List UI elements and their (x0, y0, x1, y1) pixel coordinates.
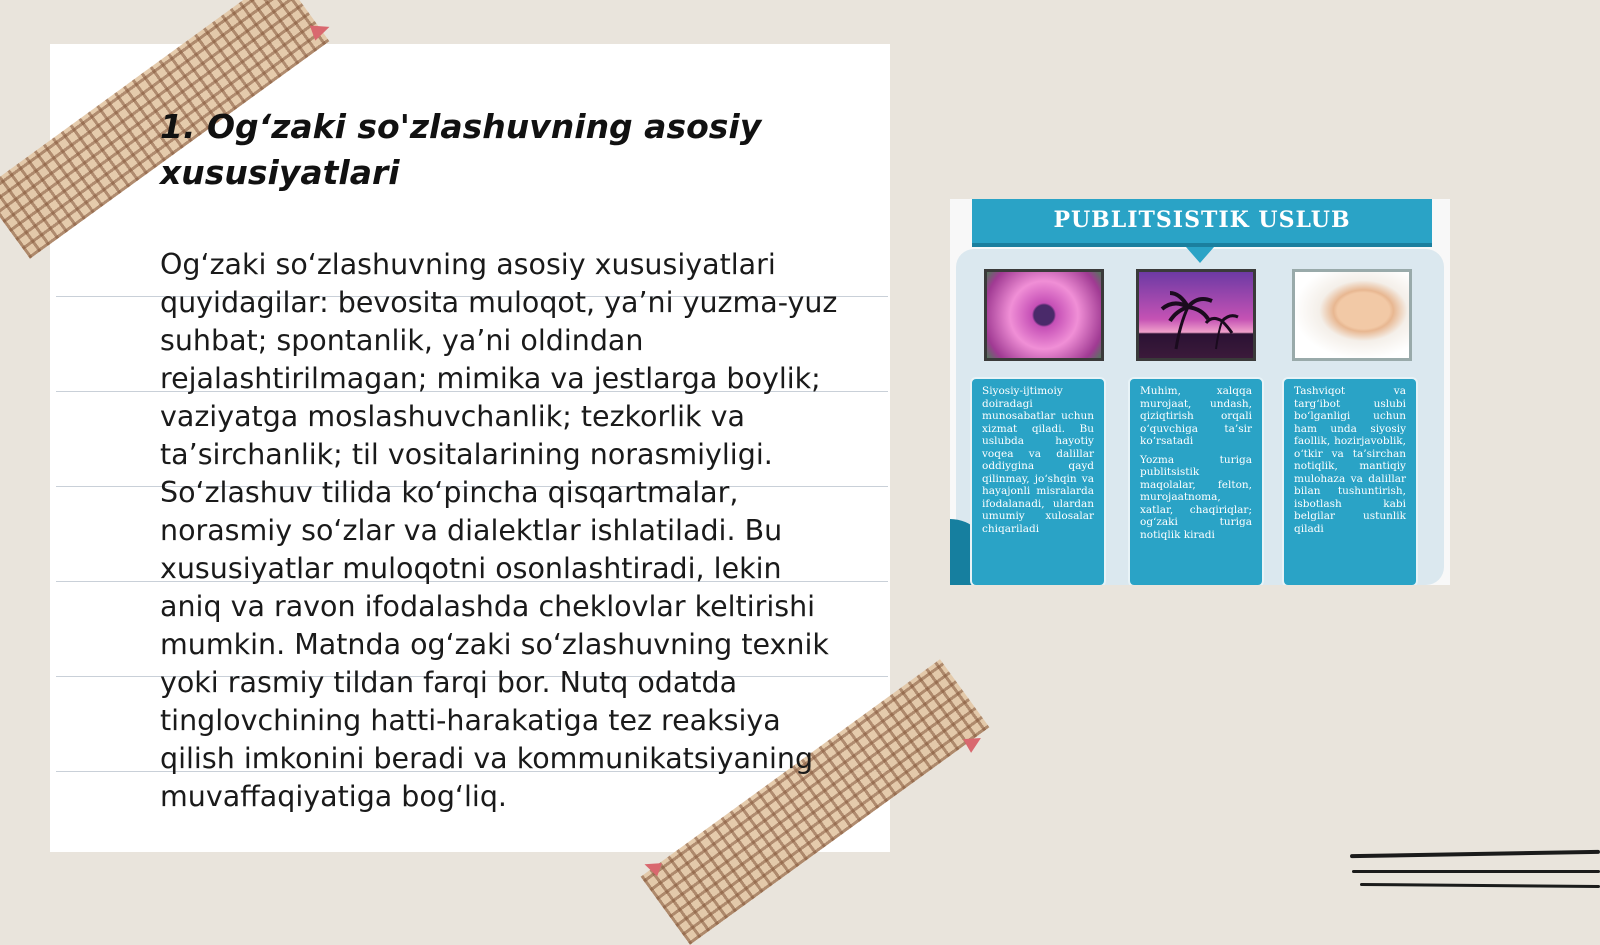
publitsistik-uslub-infographic (950, 199, 1450, 585)
column-text: Yozma turiga publitsistik maqolalar, felton, murojaatnoma, xatlar, chaqiriqlar; og‘zaki turiga notiqlik kiradi (1140, 453, 1252, 541)
slide-title: 1. Og‘zaki so'zlashuvning asosiy xususiyatlari (160, 107, 762, 192)
brush-stroke-decoration (1360, 883, 1600, 888)
infographic-column (1128, 377, 1264, 585)
palm-tree-icon (1136, 269, 1256, 361)
infographic-column (1282, 377, 1418, 585)
down-arrow-icon (1186, 247, 1214, 263)
column-text: Tashviqot va targ‘ibot uslubi bo‘lganligi uchun ham unda siyosiy faollik, hozirjavoblik, o‘tkir va ta’sirchan notiqlik, mantiqiy mulohaza va dalillar bilan tushuntirish, isbotlash kabi belgilar ustunlik qiladi (1294, 385, 1406, 535)
infographic-column (970, 377, 1106, 585)
brush-stroke-decoration (1350, 850, 1600, 858)
flower-photo (984, 269, 1104, 361)
column-text: Muhim, xalqqa murojaat, undash, qiziqtirish orqali o‘quvchiga ta’sir ko‘rsatadi (1140, 385, 1252, 447)
woman-with-flowers-photo (1292, 269, 1412, 361)
column-text: Siyosiy-ijtimoiy doiradagi munosabatlar uchun xizmat qiladi. Bu uslubda hayotiy voqea va dalillar oddiygina qayd qilinmay, jo‘shqin va hayajonli misralarda ifodalanadi, ulardan umumiy xulosalar chiqariladi (982, 385, 1094, 535)
slide-body-text: Og‘zaki so‘zlashuvning asosiy xususiyatlari quyidagilar: bevosita muloqot, ya’ni yuzma-yuz suhbat; spontanlik, ya’ni oldindan rejalashtirilmagan; mimika va jestlarga boylik; vaziyatga moslashuvchanlik; tezkorlik va ta’sirchanlik; til vositalarining norasmiyligi. So‘zlashuv tilida ko‘pincha qisqartmalar, norasmiy so‘zlar va dialektlar ishlatiladi. Bu xususiyatlar muloqotni osonlashtiradi, lekin aniq va ravon ifodalashda cheklovlar keltirishi mumkin. Matnda og‘zaki so‘zlashuvning texnik yoki rasmiy tildan farqi bor. Nutq odatda tinglovchining hatti-harakatiga tez reaksiya qilish imkonini beradi va kommunikatsiyaning muvaffaqiyatiga bog‘liq. (160, 248, 838, 813)
infographic-header: PUBLITSISTIK USLUB (972, 199, 1432, 247)
brush-stroke-decoration (1352, 870, 1600, 873)
